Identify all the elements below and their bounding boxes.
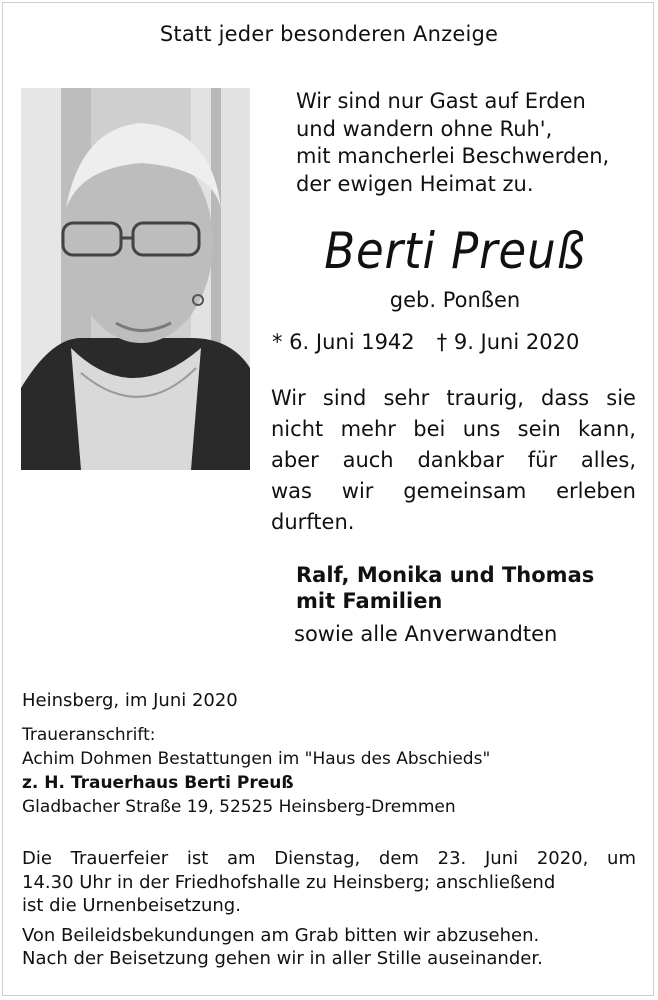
word: 23. bbox=[437, 848, 467, 869]
word: Wir bbox=[271, 386, 306, 410]
funeral-service-info bbox=[22, 847, 636, 971]
word: dem bbox=[378, 848, 419, 869]
word: 2020, bbox=[536, 848, 589, 869]
mourning-text bbox=[271, 383, 636, 538]
address-recipient: z. H. Trauerhaus Berti Preuß bbox=[22, 773, 294, 793]
birth-date: * 6. Juni 1942 bbox=[272, 330, 415, 354]
word: Juni bbox=[484, 848, 519, 869]
mourning-address bbox=[22, 723, 490, 819]
word: mehr bbox=[340, 417, 396, 441]
word: aber bbox=[271, 448, 319, 472]
deceased-name: Berti Preuß bbox=[324, 222, 586, 280]
word: nicht bbox=[271, 417, 324, 441]
poem bbox=[296, 88, 636, 198]
word: durften. bbox=[271, 510, 355, 534]
death-date: † 9. Juni 2020 bbox=[436, 330, 580, 354]
family-signature bbox=[296, 562, 636, 614]
word: gemeinsam bbox=[403, 479, 527, 503]
word: um bbox=[607, 848, 636, 869]
life-dates bbox=[272, 330, 632, 354]
word: für bbox=[527, 448, 558, 472]
word: ist bbox=[186, 848, 209, 869]
notice-header: Statt jeder besonderen Anzeige bbox=[159, 22, 499, 46]
birth-name: geb. Ponßen bbox=[389, 288, 521, 312]
mourning-line bbox=[271, 507, 636, 538]
service-line: 14.30 Uhr in der Friedhofshalle zu Heinsberg; anschließend bbox=[22, 871, 556, 893]
poem-line: und wandern ohne Ruh', bbox=[296, 116, 553, 141]
word: dankbar bbox=[417, 448, 504, 472]
burial-note: Nach der Beisetzung gehen wir in aller Stille auseinander. bbox=[22, 948, 543, 969]
mourning-line bbox=[271, 445, 636, 476]
word: sehr bbox=[383, 386, 430, 410]
word: alles, bbox=[580, 448, 636, 472]
family-line: mit Familien bbox=[296, 589, 443, 613]
poem-line: mit mancherlei Beschwerden, bbox=[296, 144, 610, 168]
word: bei bbox=[413, 417, 446, 441]
word: traurig, bbox=[446, 386, 524, 410]
condolence-note: Von Beileidsbekundungen am Grab bitten wir abzusehen. bbox=[22, 924, 540, 946]
word: am bbox=[227, 848, 256, 869]
address-line: Achim Dohmen Bestattungen im "Haus des Abschieds" bbox=[22, 749, 491, 769]
poem-line: Wir sind nur Gast auf Erden bbox=[296, 89, 586, 113]
word: Dienstag, bbox=[274, 848, 361, 869]
word: sein bbox=[517, 417, 561, 441]
relatives-line: sowie alle Anverwandten bbox=[294, 622, 558, 646]
mourning-line bbox=[271, 414, 636, 445]
family-line: Ralf, Monika und Thomas bbox=[296, 563, 595, 587]
address-street: Gladbacher Straße 19, 52525 Heinsberg-Dremmen bbox=[22, 797, 456, 817]
word: Trauerfeier bbox=[70, 848, 169, 869]
poem-line: der ewigen Heimat zu. bbox=[296, 171, 534, 196]
service-line: ist die Urnenbeisetzung. bbox=[22, 895, 241, 916]
word: dass bbox=[541, 386, 590, 410]
word: erleben bbox=[556, 479, 636, 503]
place-date: Heinsberg, im Juni 2020 bbox=[22, 690, 238, 711]
word: uns bbox=[462, 417, 501, 441]
mourning-line bbox=[271, 476, 636, 507]
word: kann, bbox=[578, 417, 636, 441]
word: auch bbox=[342, 448, 394, 472]
word: was bbox=[271, 479, 312, 503]
word: sind bbox=[322, 386, 367, 410]
address-label: Traueranschrift: bbox=[22, 725, 156, 745]
word: wir bbox=[341, 479, 374, 503]
word: sie bbox=[606, 386, 636, 410]
mourning-line bbox=[271, 383, 636, 414]
portrait-photo bbox=[21, 88, 250, 470]
word: Die bbox=[22, 848, 52, 869]
service-line bbox=[22, 847, 636, 871]
